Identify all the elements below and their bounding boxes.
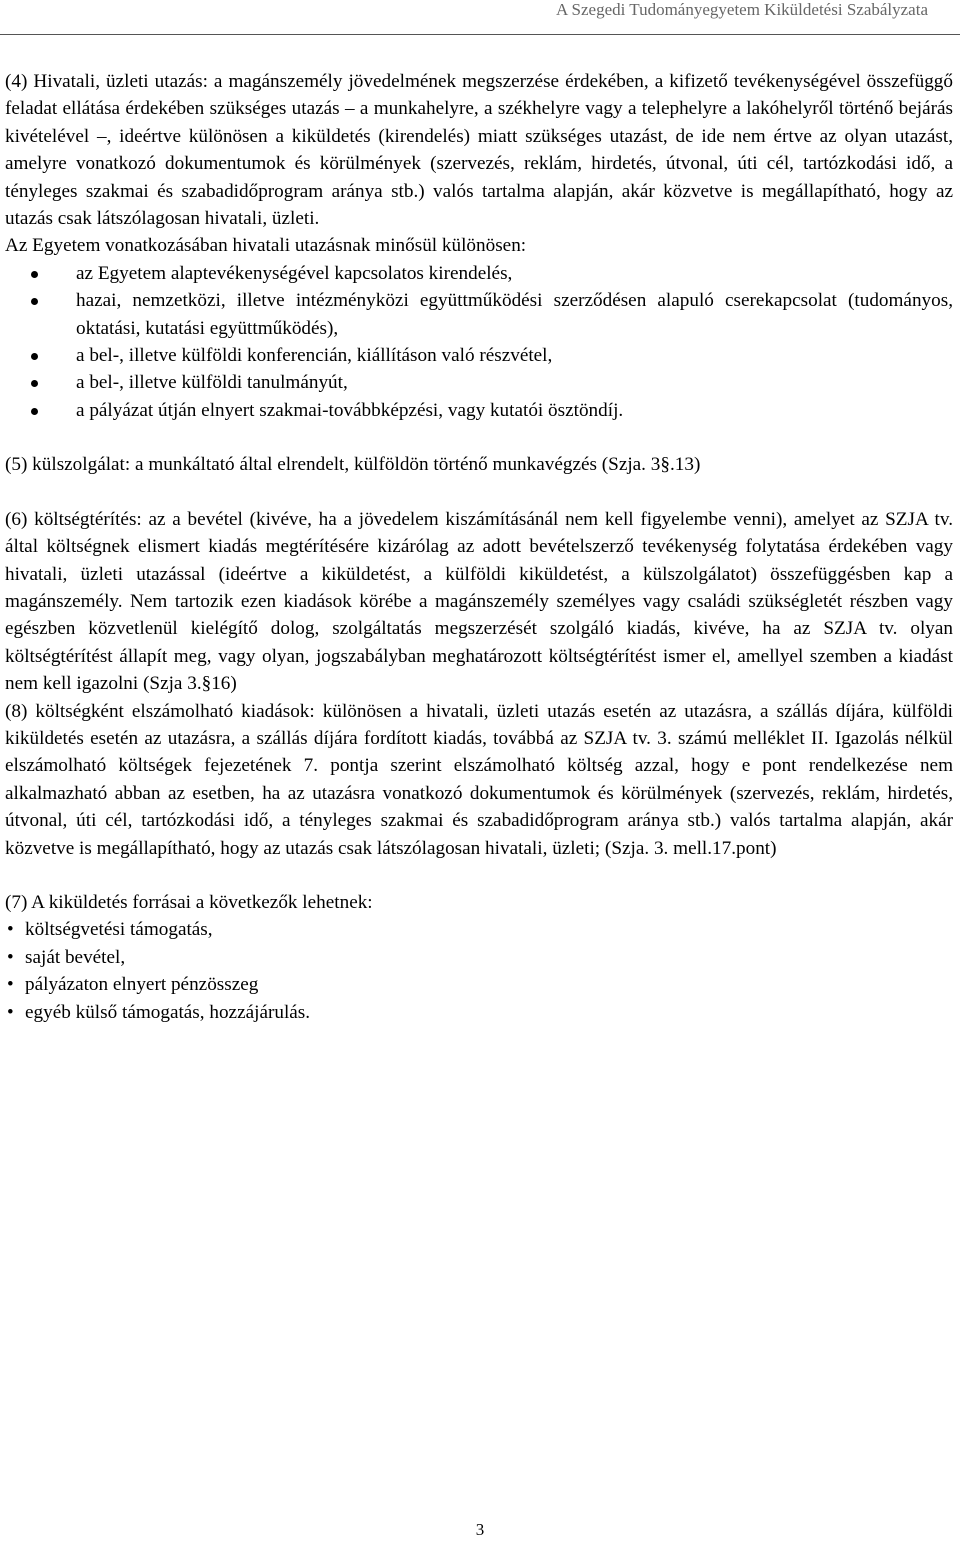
bullet-dot-icon [31,380,38,387]
list-item [5,999,953,1026]
list-item-text: a bel-, illetve külföldi konferencián, kiállításon való részvétel, [76,345,553,367]
page-header [0,0,960,36]
bullet-icon: • [7,946,14,968]
header-rule [0,34,960,35]
bullet-dot-icon [31,298,38,305]
list-item [5,342,953,369]
list-item [5,944,953,971]
bullet-icon: • [7,974,14,996]
list-item [5,971,953,998]
bullet-dot-icon [31,353,38,360]
list-item-text: költségvetési támogatás, [25,919,213,941]
list-item [5,369,953,396]
section-7-heading: (7) A kiküldetés forrásai a következők lehetnek: [5,891,373,913]
section-6-paragraph: (6) költségtérítés: az a bevétel (kivéve, ha a jövedelem kiszámításánál nem kell figyelembe venni), amelyet az SZJA tv. által költségnek elismert kiadás megtérítésére kizárólag az adott bevételszerző tevékenység folytatása érdekében vagy hivatali, üzleti utazással (ideértve a kiküldetést, a külföldi kiküldetést, a külszolgálatot) összefüggésben kap a magánszemély. Nem tartozik ezen kiadások körébe a magánszemély személyes vagy családi szükségletét részben vagy egészben közvetlenül kielégítő dolog, szolgáltatás megszerzését szolgáló kiadás, kivéve, ha az SZJA tv. olyan költségtérítést állapít meg, vagy olyan, jogszabályban meghatározott költségtérítést ismer el, amellyel szemben a kiadást nem kell igazolni (Szja 3.§16) [5,508,953,695]
section-7-list [5,916,953,1026]
list-item-text: a pályázat útján elnyert szakmai-továbbképzési, vagy kutatói ösztöndíj. [76,399,624,421]
section-4-intro: Az Egyetem vonatkozásában hivatali utazásnak minősül különösen: [5,235,527,257]
list-item-text: hazai, nemzetközi, illetve intézményközi együttműködési szerződésen alapuló cserekapcsolat (tudományos, oktatási, kutatási együttműködés), [76,290,953,339]
document-body [5,68,953,1026]
bullet-icon: • [7,1001,14,1023]
section-8-paragraph: (8) költségként elszámolható kiadások: különösen a hivatali, üzleti utazás esetén az utazásra, a szállás díjára, külföldi kiküldetés esetén az utazásra, a szállás díjára fordított kiadás, továbbá az SZJA tv. 3. számú melléklet II. Igazolás nélkül elszámolható költségek fejezetének 7. pontja szerint elszámolható költség azzal, hogy e pont rendelkezése nem alkalmazható abban az esetben, ha az utazásra vonatkozó dokumentumok és körülmények (szervezés, reklám, hirdetés, útvonal, úti cél, tartózkodási idő, a tényleges szakmai és szabadidőprogram aránya stb.) valós tartalma alapján, akár közvetve is megállapítható, hogy az utazás csak látszólagosan hivatali, üzleti; (Szja. 3. mell.17.pont) [5,700,953,859]
list-item-text: az Egyetem alaptevékenységével kapcsolatos kirendelés, [76,262,513,284]
header-title: A Szegedi Tudományegyetem Kiküldetési Szabályzata [555,0,928,19]
list-item-text: pályázaton elnyert pénzösszeg [25,974,259,996]
section-5-paragraph: (5) külszolgálat: a munkáltató által elrendelt, külföldön történő munkavégzés (Szja. 3§.13) [5,454,701,476]
spacer [5,862,953,889]
list-item-text: egyéb külső támogatás, hozzájárulás. [25,1001,311,1023]
list-item [5,397,953,424]
list-item [5,287,953,342]
list-item-text: a bel-, illetve külföldi tanulmányút, [76,372,348,394]
bullet-dot-icon [31,408,38,415]
section-4-list [5,260,953,424]
list-item [5,260,953,287]
page-number: 3 [475,1520,485,1539]
list-item-text: saját bevétel, [25,946,126,968]
spacer [5,479,953,506]
spacer [5,424,953,451]
list-item [5,916,953,943]
bullet-icon: • [7,919,14,941]
bullet-dot-icon [31,271,38,278]
section-4-paragraph: (4) Hivatali, üzleti utazás: a magánszemély jövedelmének megszerzése érdekében, a kifizető tevékenységével összefüggő feladat ellátása érdekében szükséges utazás – a munkahelyre, a székhelyre vagy a telephelyre a lakóhelyről történő bejárás kivételével –, ideértve különösen a kiküldetés (kirendelés) miatt szükséges utazást, de ide nem értve az olyan utazást, amelyre vonatkozó dokumentumok és körülmények (szervezés, reklám, hirdetés, útvonal, úti cél, tartózkodási idő, a tényleges szakmai és szabadidőprogram aránya stb.) valós tartalma alapján, akár közvetve is megállapítható, hogy az utazás csak látszólagosan hivatali, üzleti. [5,71,953,230]
